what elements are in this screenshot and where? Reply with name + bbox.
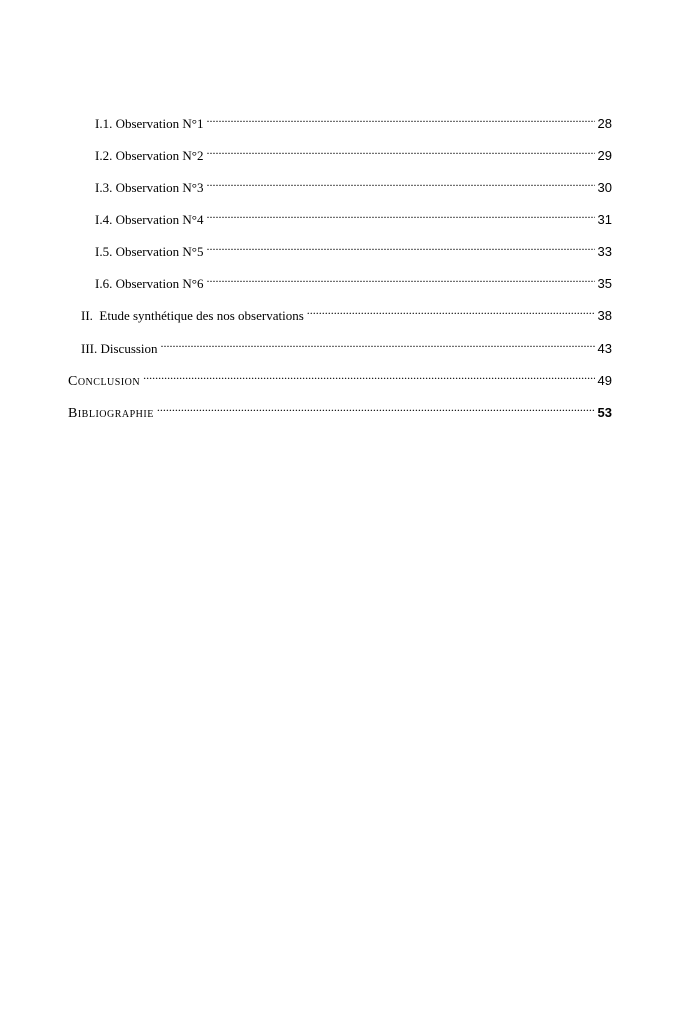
toc-entry-label: Bibliographie: [68, 406, 154, 421]
dot-leader: [206, 268, 594, 288]
toc-entry-conclusion[interactable]: [0, 365, 612, 389]
toc-entry-label: Conclusion: [68, 374, 141, 389]
toc-entry-etude-synthetique[interactable]: [0, 300, 612, 323]
toc-entry-page-number: 28: [597, 116, 612, 131]
toc-entry-page-number: 43: [597, 341, 612, 356]
toc-entry-page-number: 53: [597, 405, 612, 420]
toc-entry-observation-6[interactable]: [0, 268, 612, 291]
toc-entry-label: I.6. Observation N°6: [95, 276, 204, 291]
dot-leader: [206, 108, 594, 128]
toc-entry-page-number: 35: [597, 276, 612, 291]
dot-leader: [206, 204, 594, 224]
toc-entry-discussion[interactable]: [0, 333, 612, 356]
toc-entry-label: III. Discussion: [81, 341, 158, 356]
toc-entry-page-number: 38: [597, 308, 612, 323]
dot-leader: [206, 140, 594, 160]
dot-leader: [206, 172, 594, 192]
toc-entry-page-number: 29: [597, 148, 612, 163]
dot-leader: [143, 365, 594, 385]
toc-entry-bibliographie[interactable]: [0, 397, 612, 421]
dot-leader: [157, 397, 595, 417]
toc-entry-observation-1[interactable]: [0, 108, 612, 131]
toc-entry-observation-3[interactable]: [0, 172, 612, 195]
toc-entry-observation-5[interactable]: [0, 236, 612, 259]
toc-entry-page-number: 33: [597, 244, 612, 259]
toc-entry-label: I.2. Observation N°2: [95, 148, 204, 163]
toc-entry-label: II. Etude synthétique des nos observations: [81, 308, 304, 323]
toc-entry-page-number: 49: [597, 373, 612, 388]
toc-entry-label: I.5. Observation N°5: [95, 244, 204, 259]
toc-entry-observation-4[interactable]: [0, 204, 612, 227]
toc-entry-page-number: 31: [597, 212, 612, 227]
dot-leader: [206, 236, 594, 256]
toc-entry-page-number: 30: [597, 180, 612, 195]
toc-entry-label: I.1. Observation N°1: [95, 116, 204, 131]
toc-entry-label: I.3. Observation N°3: [95, 180, 204, 195]
dot-leader: [307, 300, 595, 320]
toc-entry-observation-2[interactable]: [0, 140, 612, 163]
toc-entry-label: I.4. Observation N°4: [95, 212, 204, 227]
dot-leader: [161, 333, 595, 353]
